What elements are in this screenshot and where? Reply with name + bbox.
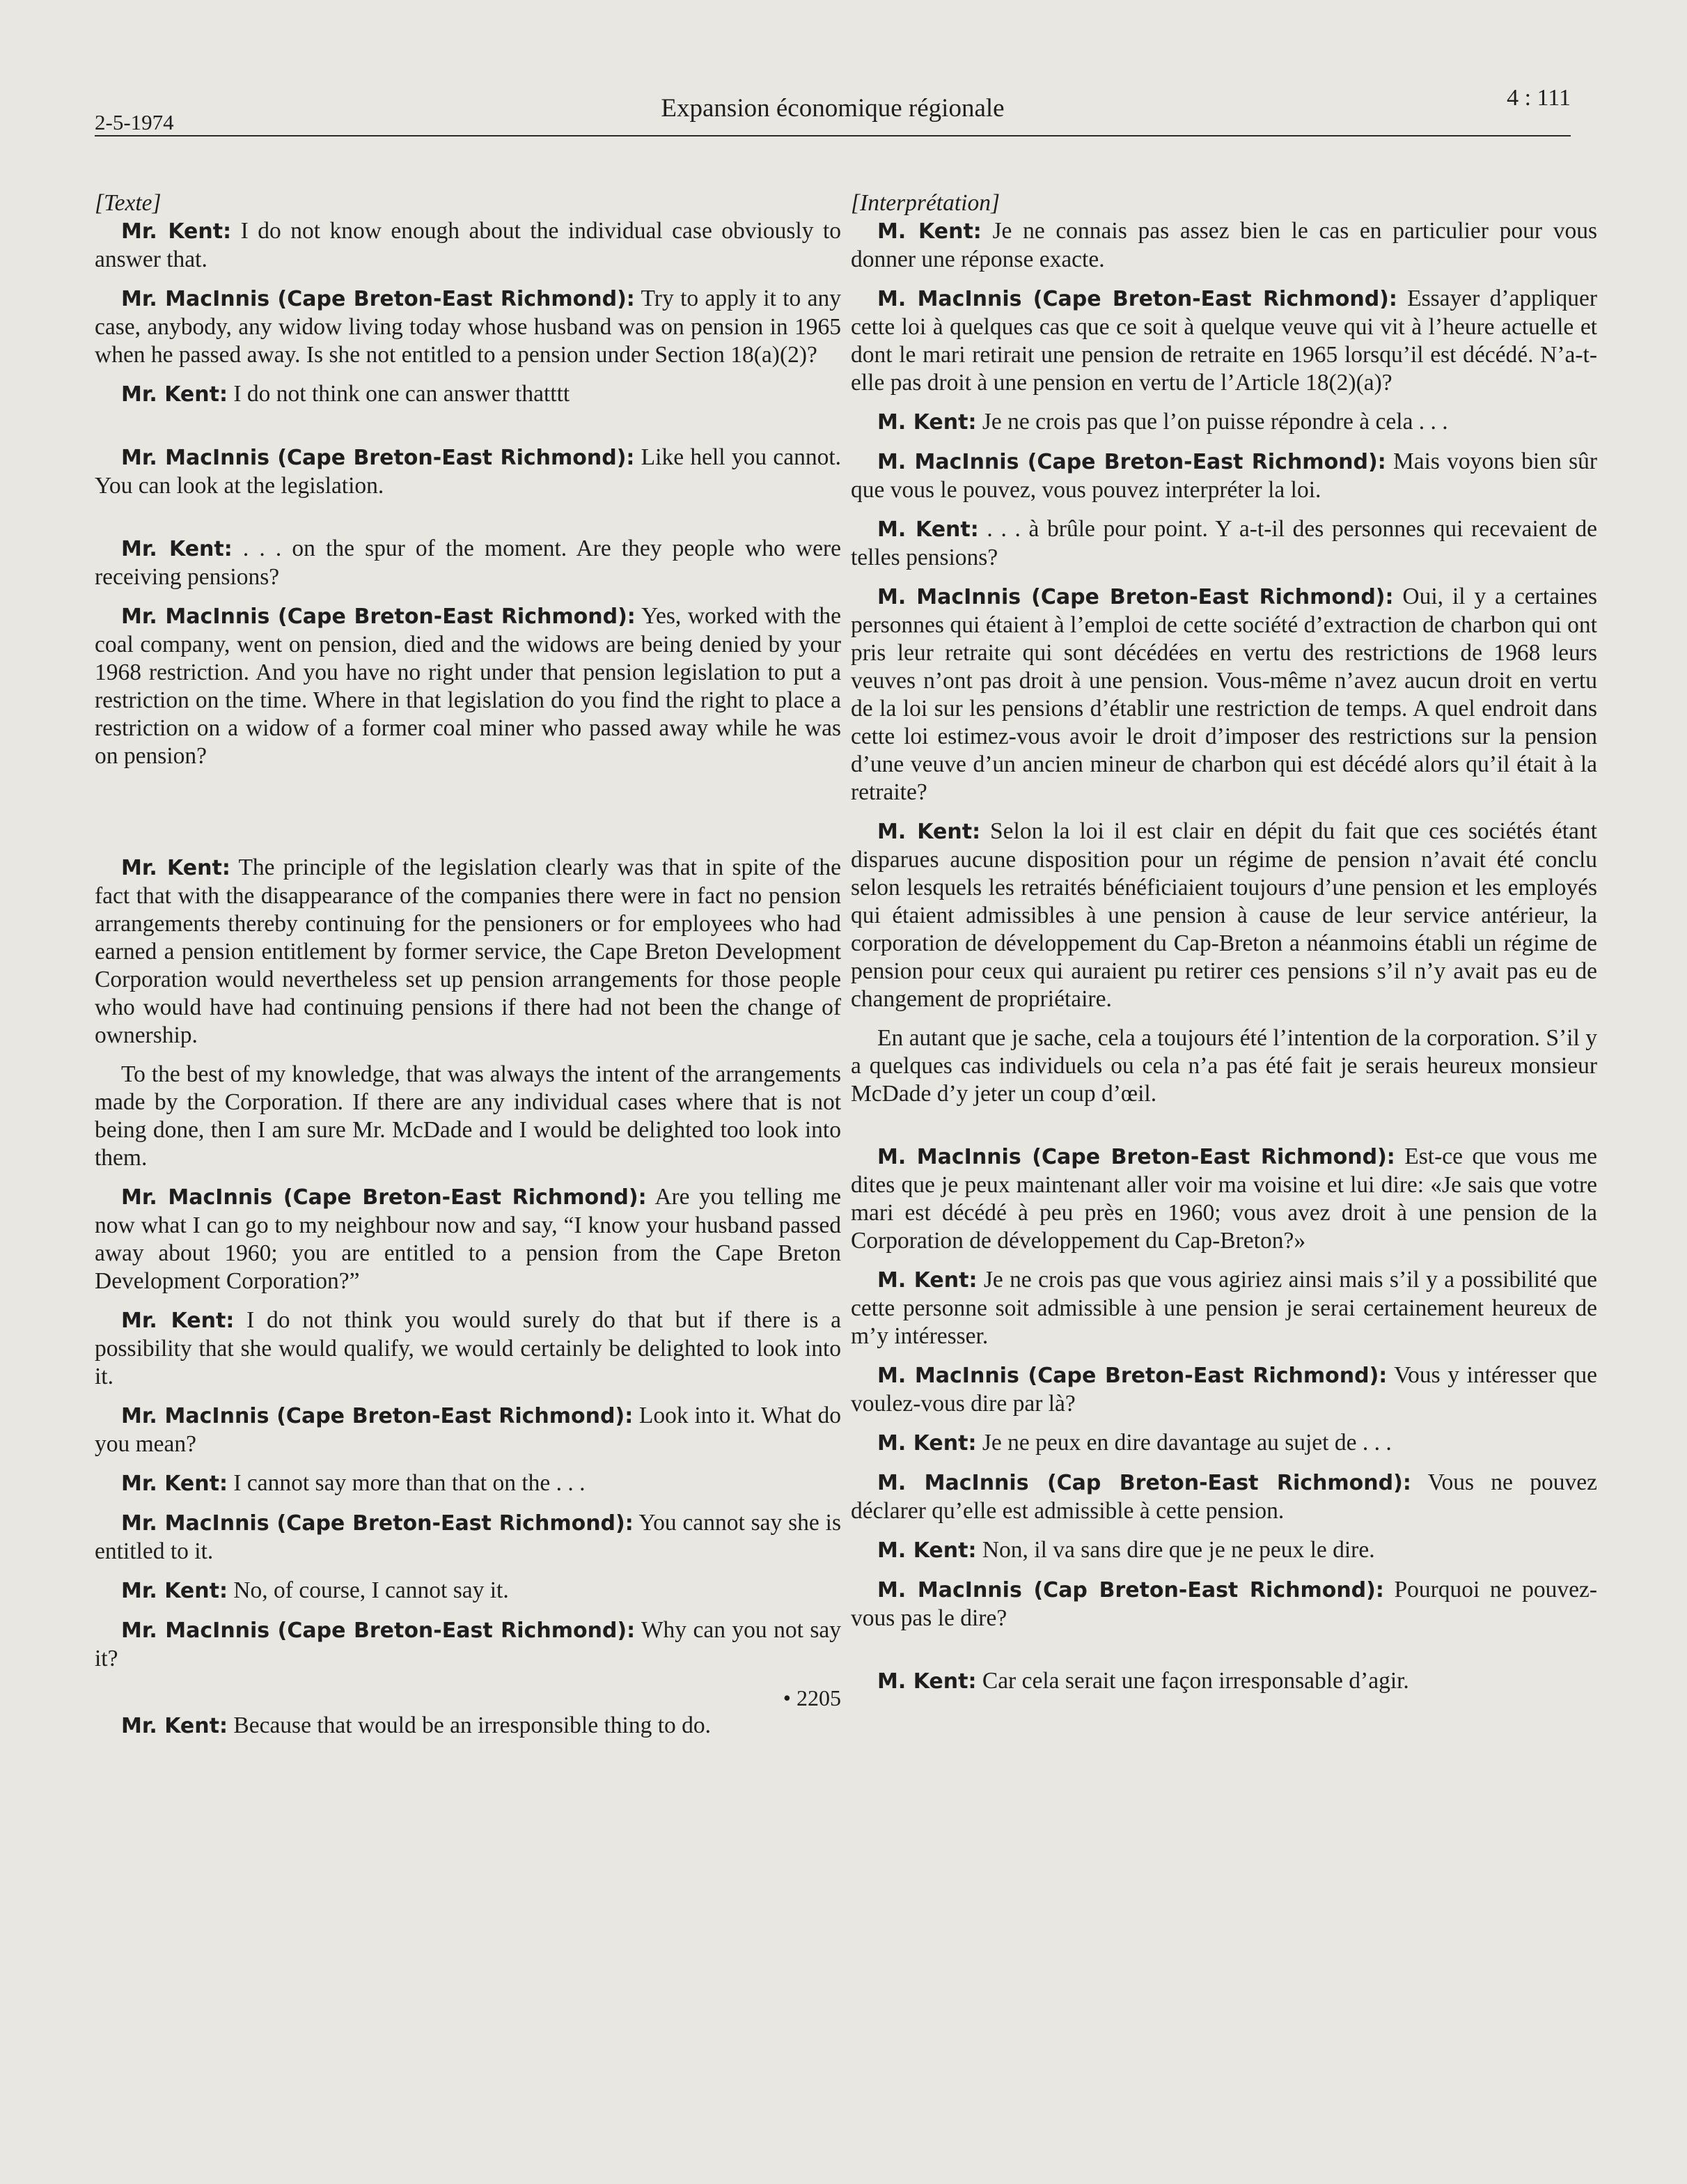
speech-text: Vous y intéresser que voulez-vous dire par là? xyxy=(851,1362,1597,1417)
speech-paragraph xyxy=(95,1509,841,1566)
page-header xyxy=(95,78,1571,136)
speech-paragraph xyxy=(95,1712,841,1740)
speech-paragraph xyxy=(851,1576,1597,1632)
speech-paragraph xyxy=(95,285,841,369)
speech-paragraph xyxy=(95,444,841,500)
speech-text: Est-ce que vous me dites que je peux maintenant aller voir ma voisine et lui dire: «Je sais que votre mari est décédé à peu près en 1960; vous avez droit à une pension de la Corporation de développement du Cap-Breton?» xyxy=(851,1144,1597,1254)
speech-text: Why can you not say it? xyxy=(95,1617,841,1671)
time-marker: • 2205 xyxy=(783,1685,841,1710)
speech-text: I do not think you would surely do that but if there is a possibility that she would qualify, we would certainly be delighted to look into it. xyxy=(95,1307,841,1389)
speaker-name: M. Kent: xyxy=(877,820,981,844)
speech-paragraph xyxy=(851,1667,1597,1696)
speech-text: Je ne connais pas assez bien le cas en particulier pour vous donner une réponse exacte. xyxy=(851,218,1597,272)
speech-text: I cannot say more than that on the . . . xyxy=(227,1470,586,1496)
speaker-name: Mr. Kent: xyxy=(121,856,230,880)
speech-text: Pourquoi ne pouvez-vous pas le dire? xyxy=(851,1577,1597,1631)
speech-paragraph xyxy=(851,1469,1597,1525)
speaker-name: Mr. MacInnis (Cape Breton-East Richmond): xyxy=(121,1618,636,1643)
speech-text: You cannot say she is entitled to it. xyxy=(95,1510,841,1564)
speech-paragraph xyxy=(95,217,841,274)
speech-paragraph xyxy=(95,1061,841,1172)
header-title: Expansion économique régionale xyxy=(661,94,1005,123)
speaker-name: M. MacInnis (Cap Breton-East Richmond): xyxy=(877,1471,1411,1495)
speaker-name: M. MacInnis (Cape Breton-East Richmond): xyxy=(877,1364,1388,1388)
speech-text: . . . on the spur of the moment. Are they people who were receiving pensions? xyxy=(95,536,841,590)
speaker-name: Mr. Kent: xyxy=(121,537,233,561)
header-date: 2-5-1974 xyxy=(95,110,174,134)
speech-paragraph xyxy=(95,1183,841,1295)
speech-text: Are you telling me now what I can go to my neighbour now and say, “I know your husband passed away about 1960; you are entitled to a pension from the Cape Breton Development Corporation?” xyxy=(95,1184,841,1294)
speech-text: Because that would be an irresponsible thing to do. xyxy=(227,1713,712,1738)
speaker-name: Mr. Kent: xyxy=(121,1579,228,1603)
speech-text: To the best of my knowledge, that was always the intent of the arrangements made by the Corporation. If there are any individual cases where that is not being done, then I am sure Mr. McDade and I would be delighted too look into them. xyxy=(95,1061,841,1171)
speaker-name: Mr. MacInnis (Cape Breton-East Richmond): xyxy=(121,1404,634,1428)
speaker-name: Mr. MacInnis (Cape Breton-East Richmond): xyxy=(121,604,636,629)
speech-paragraph xyxy=(851,217,1597,274)
speech-text: I do not think one can answer thatttt xyxy=(227,381,570,407)
speaker-name: Mr. Kent: xyxy=(121,1309,235,1333)
speaker-name: M. Kent: xyxy=(877,1538,977,1563)
speech-text: I do not know enough about the individual case obviously to answer that. xyxy=(95,218,841,272)
speech-paragraph xyxy=(851,1266,1597,1350)
speech-paragraph xyxy=(851,515,1597,572)
speaker-name: Mr. MacInnis (Cape Breton-East Richmond): xyxy=(121,287,635,311)
speech-paragraph xyxy=(851,1362,1597,1418)
speaker-name: M. Kent: xyxy=(877,1431,977,1456)
speech-paragraph xyxy=(851,1536,1597,1565)
speaker-name: Mr. MacInnis (Cape Breton-East Richmond): xyxy=(121,1185,647,1210)
speech-text: Mais voyons bien sûr que vous le pouvez, vous pouvez interpréter la loi. xyxy=(851,448,1598,503)
speech-text: Non, il va sans dire que je ne peux le dire. xyxy=(976,1537,1375,1563)
speaker-name: Mr. MacInnis (Cape Breton-East Richmond): xyxy=(121,446,635,470)
speech-text: . . . à brûle pour point. Y a-t-il des personnes qui recevaient de telles pensions? xyxy=(851,516,1597,570)
french-column xyxy=(851,189,1597,1696)
speech-paragraph xyxy=(95,1402,841,1458)
header-page-number: 4 : 111 xyxy=(1507,85,1571,111)
column-label: [Texte] xyxy=(95,190,162,216)
speech-paragraph xyxy=(851,285,1597,397)
speaker-name: M. MacInnis (Cap Breton-East Richmond): xyxy=(877,1578,1384,1602)
speech-text: Je ne crois pas que vous agiriez ainsi mais s’il y a possibilité que cette personne soit admissible à une pension je serai certainement heureux de m’y intéresser. xyxy=(851,1267,1597,1349)
speaker-name: M. Kent: xyxy=(877,1268,978,1293)
speech-text: Oui, il y a certaines personnes qui étaient à l’emploi de cette société d’extraction de charbon qui ont pris leur retraite qui sont décédées en vertu des restrictions de 1968 leurs veuves n’ont pas droit à une pension. Vous-même n’avez aucun droit en vertu de la loi sur les pensions d’établir une restriction de temps. A quel endroit dans cette loi estimez-vous avoir le droit d’imposer des restrictions sur la pension d’une veuve d’un ancien mineur de charbon qui est décédé alors qu’il était à la retraite? xyxy=(851,584,1597,805)
speaker-name: Mr. Kent: xyxy=(121,382,228,407)
speech-text: Try to apply it to any case, anybody, any widow living today whose husband was on pension in 1965 when he passed away. Is she not entitled to a pension under Section 18(a)(2)? xyxy=(95,286,841,368)
speech-paragraph xyxy=(851,583,1597,806)
speech-paragraph xyxy=(851,818,1597,1013)
speech-paragraph xyxy=(95,1577,841,1605)
speech-paragraph xyxy=(95,1306,841,1391)
speaker-name: M. Kent: xyxy=(877,410,977,435)
speaker-name: Mr. MacInnis (Cape Breton-East Richmond): xyxy=(121,1511,634,1536)
speech-text: Selon la loi il est clair en dépit du fait que ces sociétés étant disparues aucune disposition pour un régime de pension n’avait été conclu selon lesquels les retraités bénéficiaient toujours d’une pension et les employés qui étaient admissibles à une pension à cause de leur service antérieur, la corporation de développement du Cap-Breton a néanmoins établi un régime de pension pour ceux qui auraient pu retirer ces pensions s’il n’y avait pas eu de changement de propriétaire. xyxy=(851,818,1597,1012)
speech-text: Je ne crois pas que l’on puisse répondre à cela . . . xyxy=(976,409,1448,435)
speaker-name: M. Kent: xyxy=(877,219,982,244)
speaker-name: Mr. Kent: xyxy=(121,1472,228,1496)
header-rule xyxy=(95,135,1571,136)
speech-paragraph xyxy=(851,408,1597,437)
speech-text: Like hell you cannot. You can look at the legislation. xyxy=(95,444,842,499)
speaker-name: M. Kent: xyxy=(877,1669,977,1694)
speech-paragraph xyxy=(95,380,841,409)
english-column xyxy=(95,189,841,1740)
speech-text: En autant que je sache, cela a toujours été l’intention de la corporation. S’il y a quelques cas individuels ou cela n’a pas été fait je serais heureux monsieur McDade d’y jeter un coup d’œil. xyxy=(851,1025,1597,1107)
speech-paragraph xyxy=(851,448,1597,504)
speech-text: Yes, worked with the coal company, went on pension, died and the widows are being denied by your 1968 restriction. And you have no right under that pension legislation to put a restriction on the time. Where in that legislation do you find the right to place a restriction on a widow of a former coal miner who passed away while he was on pension? xyxy=(95,603,842,769)
speech-paragraph xyxy=(851,1143,1597,1255)
speaker-name: M. MacInnis (Cape Breton-East Richmond): xyxy=(877,1145,1395,1169)
speech-paragraph xyxy=(95,1469,841,1498)
speech-text: Look into it. What do you mean? xyxy=(95,1403,841,1457)
speaker-name: M. MacInnis (Cape Breton-East Richmond): xyxy=(877,585,1394,609)
speaker-name: Mr. Kent: xyxy=(121,219,232,244)
speech-text: No, of course, I cannot say it. xyxy=(227,1577,509,1603)
speech-paragraph xyxy=(851,1024,1597,1108)
speech-paragraph xyxy=(95,602,841,770)
speaker-name: M. MacInnis (Cape Breton-East Richmond): xyxy=(877,287,1397,311)
speech-paragraph xyxy=(851,1429,1597,1458)
speaker-name: Mr. Kent: xyxy=(121,1714,228,1738)
speech-text: Essayer d’appliquer cette loi à quelques cas que ce soit à quelque veuve qui vit à l’heure actuelle et dont le mari retirait une pension de retraite en 1965 lorsqu’il est décédé. N’a-t-elle pas droit à une pension en vertu de l’Article 18(2)(a)? xyxy=(851,286,1597,396)
speech-paragraph xyxy=(95,1616,841,1673)
speech-paragraph xyxy=(95,854,841,1050)
column-label: [Interprétation] xyxy=(851,190,1001,216)
speech-text: Car cela serait une façon irresponsable d’agir. xyxy=(976,1668,1409,1694)
speaker-name: M. Kent: xyxy=(877,517,979,542)
speech-text: Je ne peux en dire davantage au sujet de . . . xyxy=(976,1430,1392,1456)
speaker-name: M. MacInnis (Cape Breton-East Richmond): xyxy=(877,450,1386,474)
speech-text: The principle of the legislation clearly was that in spite of the fact that with the disappearance of the companies there were in fact no pension arrangements thereby continuing for the pensioners or for employees who had earned a pension entitlement by former service, the Cape Breton Development Corporation would nevertheless set up pension arrangements for those people who would have had continuing pensions if there had not been the change of ownership. xyxy=(95,855,841,1048)
speech-paragraph xyxy=(95,535,841,591)
speech-text: Vous ne pouvez déclarer qu’elle est admissible à cette pension. xyxy=(851,1469,1597,1524)
